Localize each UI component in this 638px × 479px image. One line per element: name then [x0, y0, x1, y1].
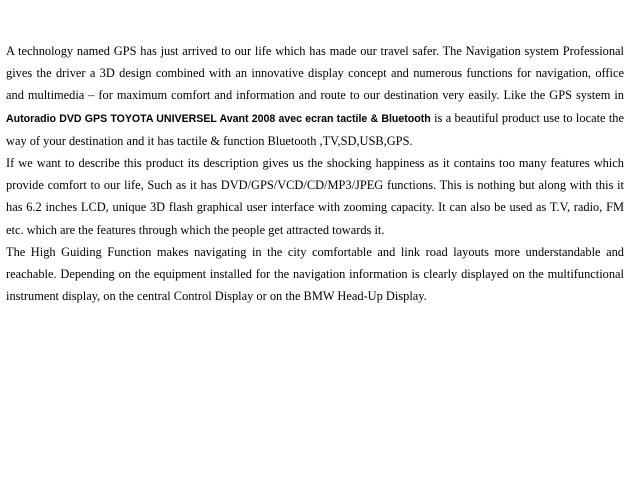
paragraph-gps-intro [6, 40, 624, 152]
product-name: Autoradio DVD GPS TOYOTA UNIVERSEL Avant 2008 avec ecran tactile & Bluetooth [6, 112, 431, 125]
paragraph-gps-intro-tail: is a beautiful product use to locate the way of your destination and it has tactile & function Bluetooth ,TV,SD,USB,GPS. [6, 110, 624, 148]
paragraph-gps-intro-text: A technology named GPS has just arrived to our life which has made our travel safer. The Navigation system Professional gives the driver a 3D design combined with an innovative display concept and numerous functions for navigation, office and multimedia – for maximum comfort and information and route to our destination very easily. Like the GPS system in [6, 44, 624, 103]
paragraph-guiding-function: The High Guiding Function makes navigating in the city comfortable and link road layouts more understandable and reachable. Depending on the equipment installed for the navigation information is clearly displayed on the multifunctional instrument display, on the central Control Display or on the BMW Head-Up Display. [6, 244, 624, 304]
paragraph-product-description: If we want to describe this product its description gives us the shocking happiness as it contains too many features which provide comfort to our life, Such as it has DVD/GPS/VCD/CD/MP3/JPEG functions. This is nothing but along with this it has 6.2 inches LCD, unique 3D flash graphical user interface with zooming capacity. It can also be used as T.V, radio, FM etc. which are the features through which the people get attracted towards it. [6, 156, 624, 237]
document-body [6, 40, 624, 307]
